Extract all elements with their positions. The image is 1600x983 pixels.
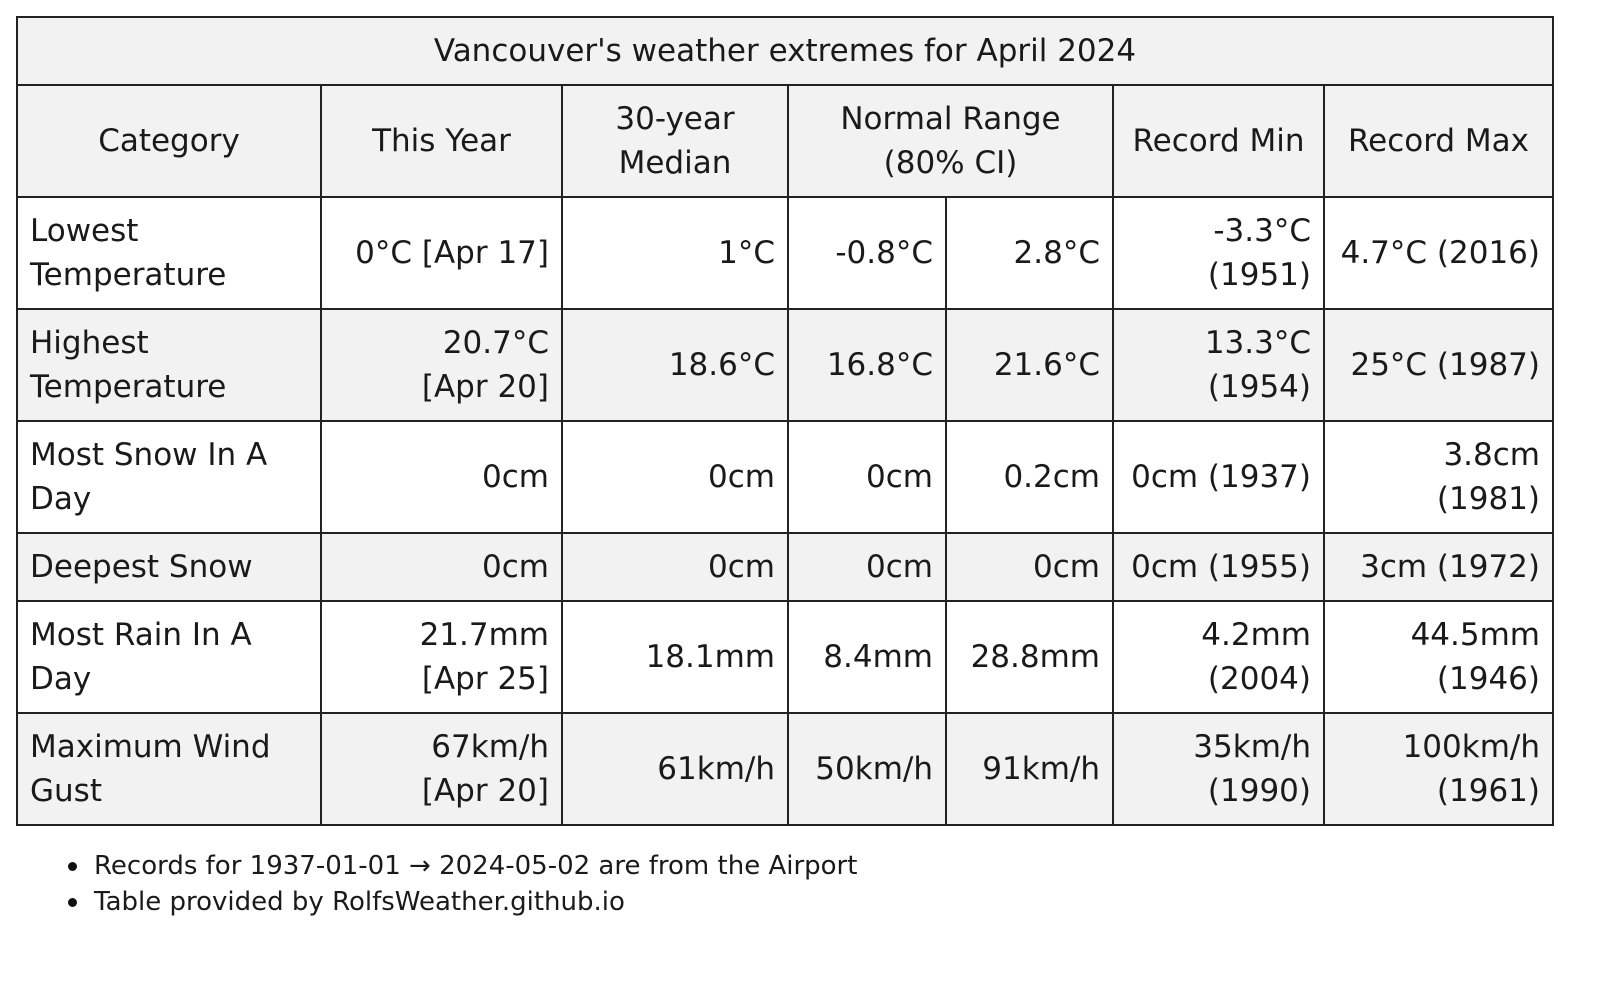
table-row — [17, 309, 1553, 421]
cell-median: 61km/h — [562, 713, 788, 825]
cell-record-min-line: 0cm (1955) — [1131, 549, 1311, 585]
note-item: Records for 1937-01-01 → 2024-05-02 are from the Airport — [94, 848, 857, 884]
cell-record-min-line: 13.3°C — [1204, 325, 1311, 361]
cell-category — [17, 601, 321, 713]
cell-category-line: Temperature — [30, 369, 227, 405]
cell-this-year-line: 20.7°C — [442, 325, 549, 361]
cell-median: 18.1mm — [562, 601, 788, 713]
cell-category — [17, 421, 321, 533]
cell-this-year-line: 0cm — [482, 549, 549, 585]
cell-record-max — [1324, 309, 1553, 421]
cell-category-line: Most Rain In A Day — [30, 617, 252, 697]
notes-list — [16, 848, 857, 920]
cell-record-max-line: 3.8cm (1981) — [1436, 437, 1540, 517]
cell-category-line: Gust — [30, 773, 102, 809]
header-median-line2: Median — [618, 145, 732, 181]
cell-record-min-line: 0cm (1937) — [1131, 459, 1311, 495]
cell-this-year-line: [Apr 20] — [421, 369, 549, 405]
cell-record-max-line: (1946) — [1436, 661, 1540, 697]
header-median-line1: 30-year — [615, 101, 735, 137]
cell-this-year — [321, 197, 562, 309]
header-normal-line2: (80% CI) — [883, 145, 1018, 181]
cell-normal-low: 8.4mm — [788, 601, 946, 713]
header-median — [562, 85, 788, 197]
cell-this-year-line: [Apr 25] — [421, 661, 549, 697]
cell-record-min — [1113, 197, 1324, 309]
cell-median: 18.6°C — [562, 309, 788, 421]
cell-this-year — [321, 533, 562, 601]
cell-record-min-line: (1954) — [1207, 369, 1311, 405]
cell-category-line: Maximum Wind — [30, 729, 271, 765]
note-item: Table provided by RolfsWeather.github.io — [94, 884, 857, 920]
cell-category-line: Highest — [30, 325, 149, 361]
cell-category — [17, 309, 321, 421]
table-row — [17, 533, 1553, 601]
cell-record-max-line: 25°C (1987) — [1350, 347, 1540, 383]
cell-normal-low: 0cm — [788, 421, 946, 533]
cell-record-max-line: (1961) — [1436, 773, 1540, 809]
cell-record-min-line: (2004) — [1207, 661, 1311, 697]
cell-median: 0cm — [562, 533, 788, 601]
cell-record-min — [1113, 421, 1324, 533]
cell-this-year-line: [Apr 20] — [421, 773, 549, 809]
table-row — [17, 601, 1553, 713]
cell-record-min-line: -3.3°C — [1213, 213, 1311, 249]
cell-this-year-line: 0cm — [482, 459, 549, 495]
cell-category-line: Lowest — [30, 213, 139, 249]
weather-extremes-container — [16, 16, 1552, 826]
cell-this-year — [321, 713, 562, 825]
cell-category-line: Deepest Snow — [30, 549, 253, 585]
cell-category — [17, 533, 321, 601]
cell-record-max — [1324, 601, 1553, 713]
table-row — [17, 421, 1553, 533]
cell-record-min — [1113, 533, 1324, 601]
cell-this-year-line: 0°C [Apr 17] — [355, 235, 549, 271]
table-body — [17, 197, 1553, 825]
header-normal-range — [788, 85, 1113, 197]
cell-median: 1°C — [562, 197, 788, 309]
cell-this-year — [321, 601, 562, 713]
cell-record-max-line: 4.7°C (2016) — [1340, 235, 1540, 271]
cell-record-max — [1324, 421, 1553, 533]
cell-record-min-line: (1951) — [1207, 257, 1311, 293]
cell-category-line: Day — [30, 481, 92, 517]
weather-extremes-table — [16, 16, 1554, 826]
table-caption: Vancouver's weather extremes for April 2024 — [17, 17, 1553, 85]
cell-record-min-line: 4.2mm — [1201, 617, 1311, 653]
cell-record-min-line: (1990) — [1207, 773, 1311, 809]
table-row — [17, 713, 1553, 825]
cell-normal-low: 16.8°C — [788, 309, 946, 421]
cell-category-line: Temperature — [30, 257, 227, 293]
cell-category-line: Most Snow In A — [30, 437, 268, 473]
header-category: Category — [17, 85, 321, 197]
cell-normal-high: 91km/h — [946, 713, 1113, 825]
cell-record-max-line: 100km/h — [1402, 729, 1540, 765]
cell-record-min — [1113, 601, 1324, 713]
cell-normal-high: 28.8mm — [946, 601, 1113, 713]
cell-normal-low: -0.8°C — [788, 197, 946, 309]
cell-record-min-line: 35km/h — [1193, 729, 1311, 765]
cell-normal-high: 0.2cm — [946, 421, 1113, 533]
cell-this-year — [321, 421, 562, 533]
header-this-year: This Year — [321, 85, 562, 197]
cell-record-max-line: 3cm (1972) — [1360, 549, 1540, 585]
cell-normal-low: 50km/h — [788, 713, 946, 825]
cell-this-year-line: 21.7mm — [419, 617, 549, 653]
cell-record-min — [1113, 309, 1324, 421]
cell-normal-high: 0cm — [946, 533, 1113, 601]
cell-record-min — [1113, 713, 1324, 825]
cell-record-max — [1324, 197, 1553, 309]
cell-category — [17, 197, 321, 309]
cell-category — [17, 713, 321, 825]
cell-record-max — [1324, 713, 1553, 825]
cell-record-max-line: 44.5mm — [1410, 617, 1540, 653]
cell-this-year — [321, 309, 562, 421]
header-record-min: Record Min — [1113, 85, 1324, 197]
cell-this-year-line: 67km/h — [431, 729, 549, 765]
cell-median: 0cm — [562, 421, 788, 533]
cell-normal-high: 2.8°C — [946, 197, 1113, 309]
cell-normal-low: 0cm — [788, 533, 946, 601]
header-normal-line1: Normal Range — [840, 101, 1061, 137]
cell-record-max — [1324, 533, 1553, 601]
cell-normal-high: 21.6°C — [946, 309, 1113, 421]
header-record-max: Record Max — [1324, 85, 1553, 197]
table-row — [17, 197, 1553, 309]
